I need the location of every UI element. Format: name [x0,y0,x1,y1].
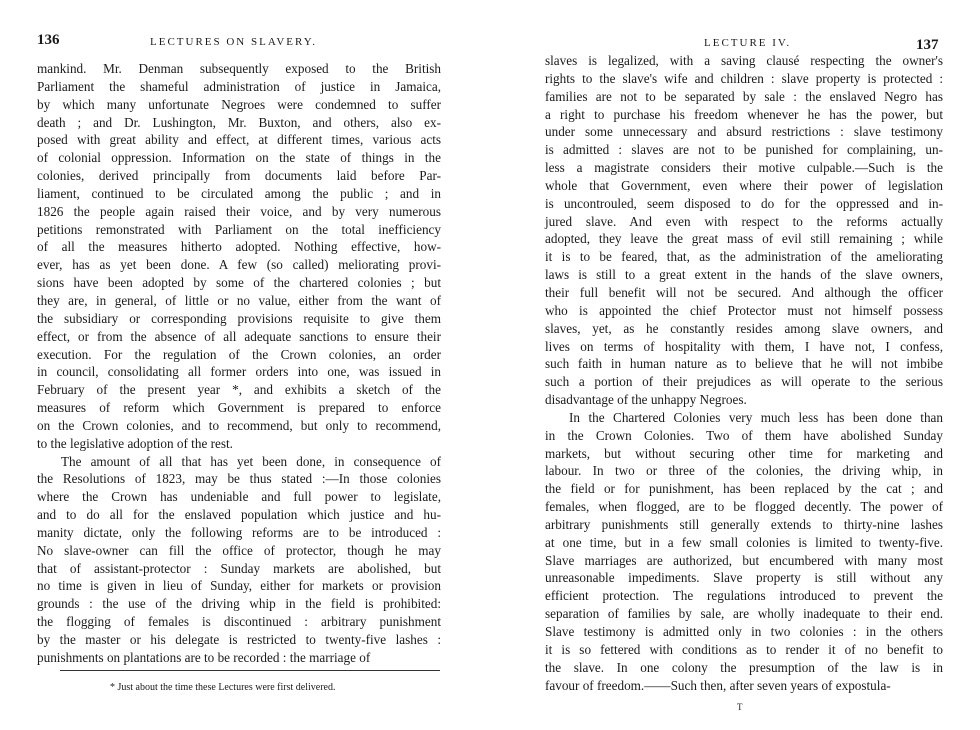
text-line: it is to be feared, that, as the administration of the ameliorating [545,249,943,265]
text-line: their full benefit will not be secured. And although the officer [545,284,943,300]
footnote-rule [60,670,440,671]
text-line: labour. In two or three of the colonies, the driving whip, in [545,463,943,479]
text-line: liament, continued to be circulated among the public ; and in [37,185,441,201]
text-line: of all the measures hitherto adopted. Nothing effective, how- [37,239,441,255]
text-line: arbitrary punishments still generally extends to thirty-nine lashes [545,516,943,532]
text-line: punishments on plantations are to be recorded : the marriage of [37,649,371,665]
text-line: by which many unfortunate Negroes were condemned to suffer [37,96,441,112]
text-line: posed with great ability and effect, at different times, various acts [37,132,441,148]
text-line: unreasonable impediments. Slave property is still without any [545,570,943,586]
text-line: Parliament the shameful administration of justice in Jamaica, [37,78,441,94]
signature-mark: T [737,702,743,712]
text-line: whole that Government, even where their power of legislation [545,177,943,193]
text-line: and to do all for the enslaved population which justice and hu- [37,507,441,523]
text-line: manity dictate, only the following reforms are to be introduced : [37,524,441,540]
text-line: death ; and Dr. Lushington, Mr. Buxton, and others, also ex- [37,114,441,130]
page-number: 137 [916,37,939,53]
page-number: 136 [37,32,60,48]
text-line: disadvantage of the unhappy Negroes. [545,392,747,408]
text-line: adopted, they leave the great mass of evil still remaining ; while [545,231,943,247]
text-line: slaves, yet, as he constantly resides among slave owners, and [545,320,943,336]
text-line: to the legislative adoption of the rest. [37,435,233,451]
text-line: the Resolutions of 1823, may be thus stated :—In those colonies [37,471,441,487]
text-line: less a magistrate considers their motive culpable.—Such is the [545,160,943,176]
text-line: the field or for punishment, has been replaced by the cat ; and [545,481,943,497]
running-head: LECTURE IV. [704,37,792,49]
running-head: LECTURES ON SLAVERY. [150,36,318,48]
text-line: No slave-owner can fill the office of protector, though he may [37,542,441,558]
text-line: separation of families by sale, are wholly inadequate to their end. [545,606,943,622]
text-line: under some unnecessary and absurd restrictions : slave testimony [545,124,943,140]
text-line: markets, but without securing other time for marketing and [545,445,943,461]
text-line: rights to the slave's wife and children : slave property is protected : [545,70,943,86]
text-line: of colonial oppression. Information on the state of things in the [37,150,441,166]
text-line: such faith in human nature as to believe that he will not imbibe [545,356,943,372]
text-line: is admitted : slaves are not to be punished for complaining, un- [545,142,943,158]
text-line: jured slave. And even with respect to the reforms actually [545,213,943,229]
text-line: by the master or his delegate is restricted to twenty-five lashes : [37,632,441,647]
text-line: is uncontrouled, seem disposed to do for the oppressed and in- [545,195,943,211]
text-line: ever, has as yet been done. A few (so called) meliorating provi- [37,257,441,273]
text-line: petitions remonstrated with Parliament on the total inefficiency [37,221,441,237]
text-line: in council, consolidating all former orders into one, was issued in [37,364,441,380]
text-line: lives on terms of hospitality with them, I have not, I confess, [545,338,943,354]
text-line: that of assistant-protector : Sunday markets are abolished, but [37,560,441,576]
footnote: * Just about the time these Lectures were first delivered. [110,682,336,693]
text-line: slaves is legalized, with a saving clausé respecting the owner's [545,53,943,68]
text-line: at one time, but in a few small colonies is limited to twenty-five. [545,534,943,550]
text-line: the subsidiary or corresponding provisions requisite to give them [37,310,441,326]
text-line: no time is given in lieu of Sunday, either for markets or provision [37,578,441,594]
body-text [37,60,441,667]
text-line: In the Chartered Colonies very much less has been done than [569,409,943,425]
text-line: in the Crown Colonies. Two of them have abolished Sunday [545,427,943,443]
text-line: females, when flogged, are to be flogged decently. The power of [545,499,943,515]
body-text [545,52,943,694]
text-line: execution. For the regulation of the Crown colonies, an order [37,346,441,362]
text-line: efficient protection. The regulations introduced to prevent the [545,588,943,604]
text-line: the slave. In one colony the presumption of the law is in [545,659,943,675]
text-line: Slave testimony is admitted only in two colonies : in the others [545,624,943,639]
right-page [490,0,980,730]
text-line: effect, or from the absence of all adequate sanctions to ensure their [37,328,441,344]
text-line: grounds : the use of the driving whip in the field is prohibited: [37,596,441,612]
text-line: on the Crown colonies, and to recommend, but only to recommend, [37,417,441,433]
text-line: February of the present year *, and exhibits a sketch of the [37,382,441,398]
text-line: they are, in general, of little or no value, either from the want of [37,292,441,308]
text-line: favour of freedom.——Such then, after seven years of expostula- [545,677,891,693]
text-line: where the Crown has undeniable and full power to legislate, [37,489,441,505]
text-line: who is appointed the chief Protector must not himself possess [545,302,943,318]
text-line: mankind. Mr. Denman subsequently exposed to the British [37,61,441,76]
text-line: Slave marriages are authorized, but encumbered with many most [545,552,943,568]
text-line: 1826 the people again raised their voice, and by very numerous [37,203,441,219]
text-line: families are not to be separated by sale : the enslaved Negro has [545,88,943,104]
text-line: a right to purchase his freedom whenever he has the power, but [545,106,943,122]
text-line: such a portion of their prejudices as will operate to the serious [545,374,943,390]
text-line: laws is still to a great extent in the hands of the slave owners, [545,267,943,283]
text-line: colonies, derived principally from documents laid before Par- [37,168,441,184]
text-line: it is so fettered with conditions as to render it of no benefit to [545,641,943,657]
text-line: the flogging of females is discontinued : arbitrary punishment [37,614,441,630]
text-line: sions have been adopted by some of the chartered colonies ; but [37,275,441,291]
text-line: measures of reform which Government is prepared to enforce [37,400,441,416]
text-line: The amount of all that has yet been done, in consequence of [61,453,441,469]
